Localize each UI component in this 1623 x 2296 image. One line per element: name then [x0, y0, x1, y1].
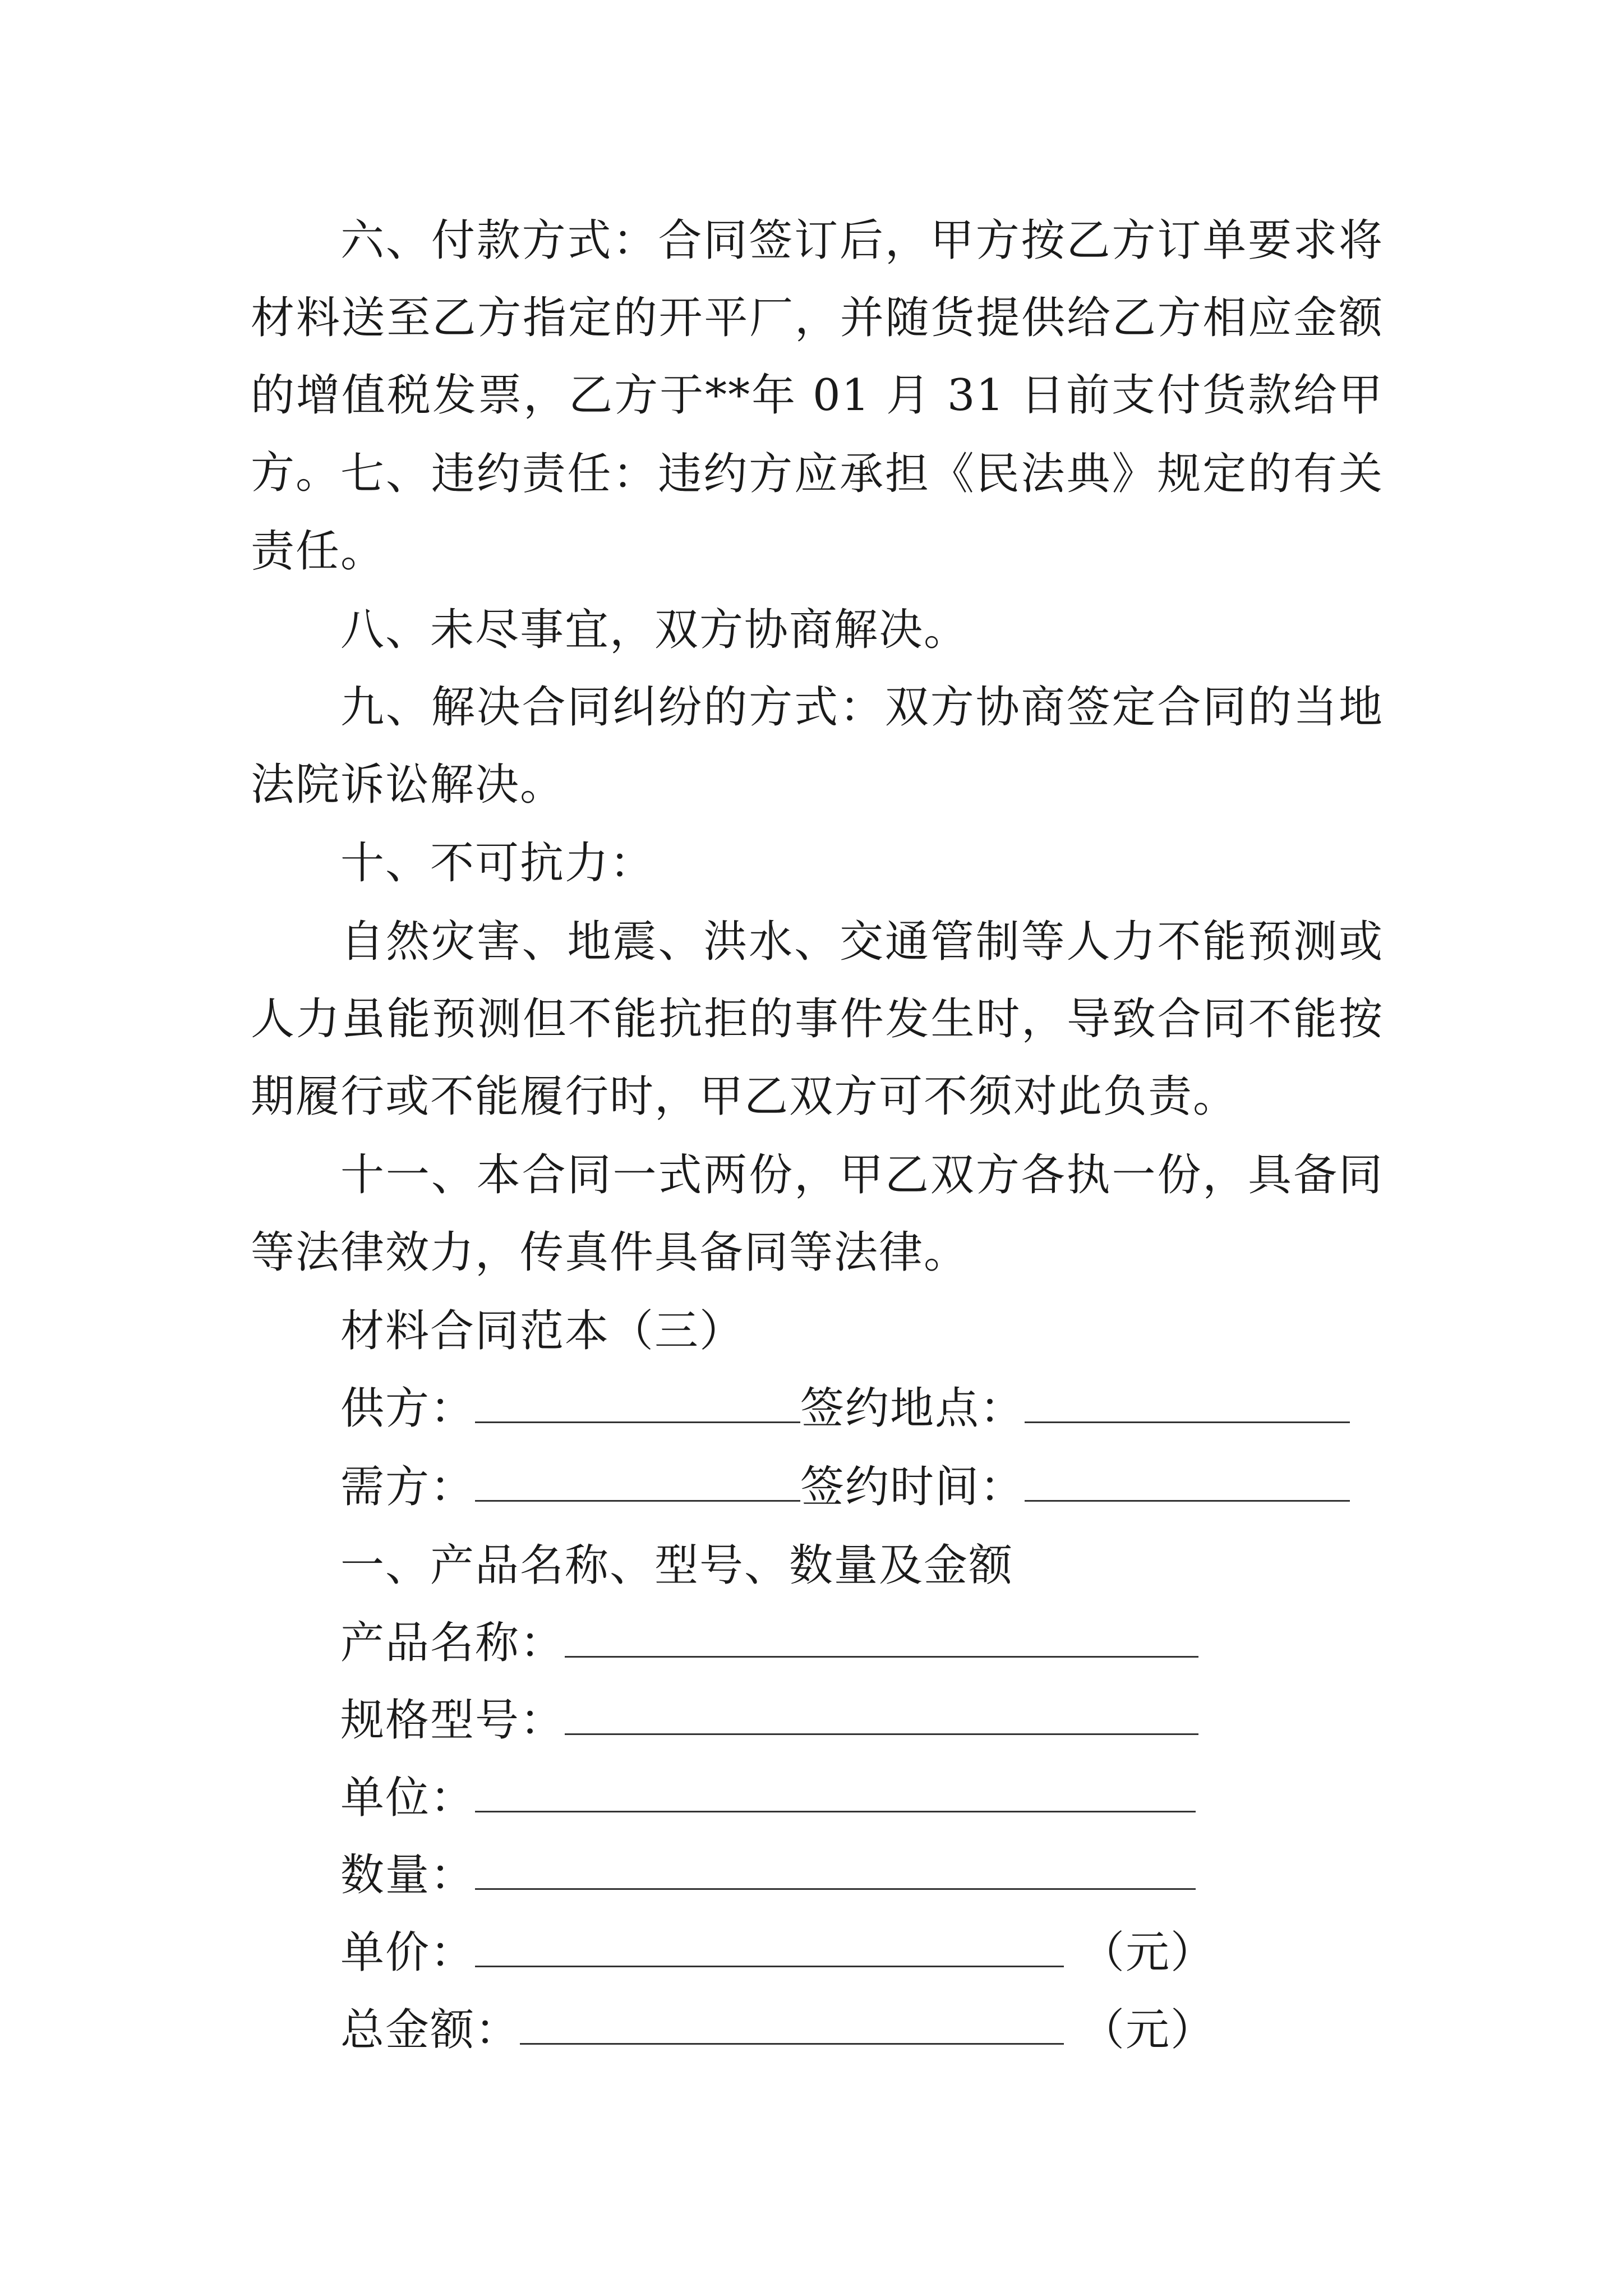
total-field[interactable]	[520, 2004, 1064, 2045]
sign-place-field[interactable]	[1025, 1382, 1350, 1423]
sign-time-field[interactable]	[1025, 1461, 1350, 1502]
buyer-label: 需方：	[340, 1462, 476, 1512]
spec-label: 规格型号：	[340, 1695, 565, 1746]
clause-force-majeure-detail: 自然灾害、地震、洪水、交通管制等人力不能预测或人力虽能预测但不能抗拒的事件发生时，导致合同不能按期履行或不能履行时，甲乙双方可不须对此负责。	[251, 917, 1384, 1122]
quantity-field[interactable]	[475, 1849, 1196, 1890]
spec-field[interactable]	[565, 1694, 1198, 1735]
buyer-row	[340, 1448, 1350, 1526]
unit-label: 单位：	[340, 1773, 476, 1823]
unit-row	[340, 1759, 1196, 1837]
total-label: 总金额：	[340, 2005, 520, 2055]
sign-place-label: 签约地点：	[800, 1383, 1025, 1434]
supplier-field[interactable]	[475, 1382, 800, 1423]
supplier-label: 供方：	[340, 1383, 476, 1434]
supplier-row	[340, 1370, 1350, 1447]
unit-price-field[interactable]	[475, 1926, 1064, 1967]
clause-unsettled: 八、未尽事宜，双方协商解决。	[340, 605, 969, 655]
clause-force-majeure-heading: 十、不可抗力：	[340, 838, 655, 889]
section1-heading: 一、产品名称、型号、数量及金额	[340, 1540, 1014, 1591]
unit-price-row	[340, 1914, 1215, 1991]
buyer-field[interactable]	[475, 1461, 800, 1502]
clause-breach: 七、违约责任：违约方应承担《民法典》规定的有关责任。	[251, 449, 1384, 577]
product-name-field[interactable]	[565, 1617, 1198, 1658]
unit-price-label: 单价：	[340, 1927, 476, 1978]
total-currency: （元）	[1081, 2005, 1216, 2055]
quantity-label: 数量：	[340, 1850, 476, 1901]
product-name-row	[340, 1604, 1198, 1682]
clause-copies: 十一、本合同一式两份，甲乙双方各执一份，具备同等法律效力，传真件具备同等法律。	[251, 1150, 1384, 1278]
spec-row	[340, 1682, 1198, 1759]
unit-price-currency: （元）	[1081, 1927, 1216, 1978]
product-name-label: 产品名称：	[340, 1618, 565, 1668]
unit-field[interactable]	[475, 1772, 1196, 1812]
template-title: 材料合同范本（三）	[340, 1306, 745, 1356]
quantity-row	[340, 1837, 1196, 1914]
total-row	[340, 1991, 1215, 2069]
clause-payment: 六、付款方式：合同签订后，甲方按乙方订单要求将材料送至乙方指定的开平厂，并随货提供给乙方相应金额的增值税发票，乙方于**年 01 月 31 日前支付货款给甲方。	[251, 215, 1384, 498]
sign-time-label: 签约时间：	[800, 1462, 1025, 1512]
clause-dispute: 九、解决合同纠纷的方式：双方协商签定合同的当地法院诉讼解决。	[251, 682, 1384, 810]
